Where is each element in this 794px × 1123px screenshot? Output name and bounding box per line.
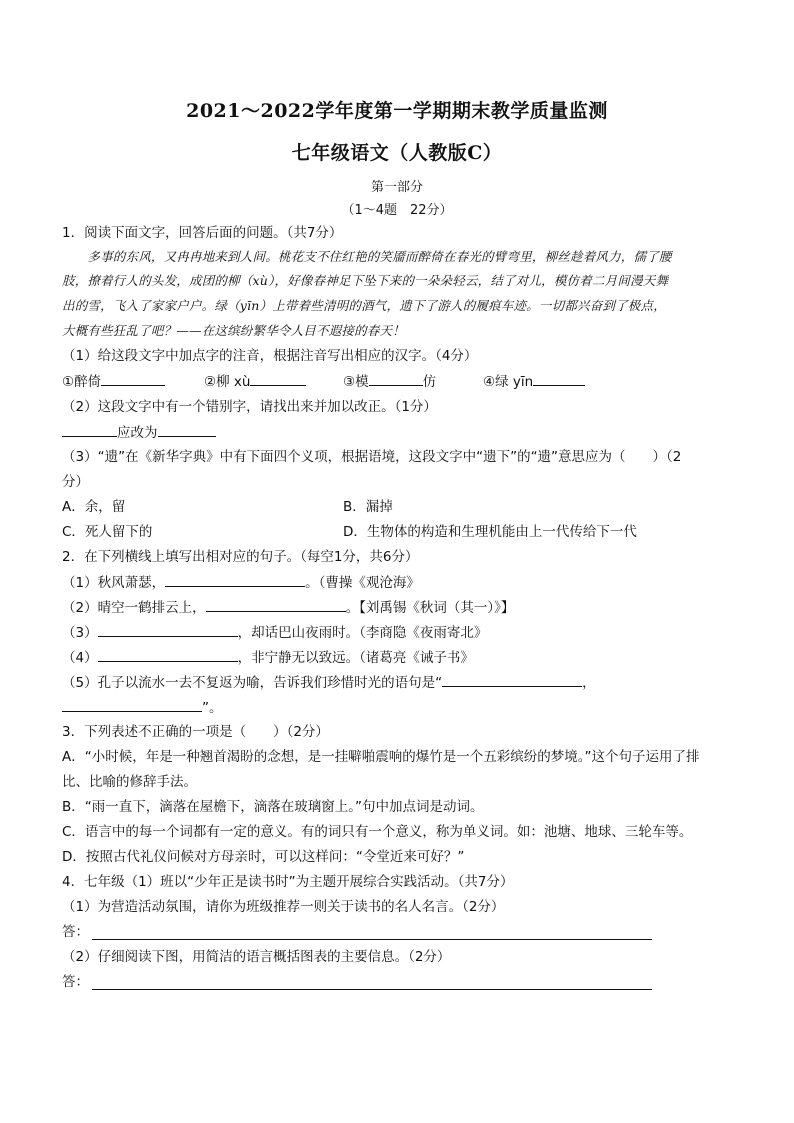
sub1-item-label: ④绿 yīn <box>483 374 534 390</box>
q2-item-5 <box>62 673 596 692</box>
answer-blank[interactable] <box>250 372 306 386</box>
q2-item-text: ，非宁静无以致远。（诸葛亮《诫子书》 <box>237 650 474 666</box>
q2-item-text: 。【刘禹锡《秋词（其一）》】 <box>345 600 515 616</box>
q4-sub1: （1）为营造活动氛围，请你为班级推荐一则关于读书的名人名言。（2分） <box>62 899 505 915</box>
answer-blank[interactable] <box>98 648 238 662</box>
q2-stem: 2．在下列横线上填写出相对应的句子。（每空1分，共6分） <box>62 549 419 565</box>
option-a[interactable]: A．余，留 <box>62 499 126 515</box>
question-range: （1～4题 22分） <box>341 203 453 218</box>
q3-option-a[interactable]: A．“小时候，年是一种翘首渴盼的念想，是一挂噼啪震响的爆竹是一个五彩缤纷的梦境。”这个句子运用了排 <box>62 749 700 765</box>
sub1-item-label: ①醉倚 <box>62 374 102 390</box>
q2-item-3 <box>62 623 487 642</box>
q2-item-text: （1）秋风萧瑟， <box>62 575 166 591</box>
q1-sub3-cont: 分） <box>62 474 89 490</box>
answer-blank[interactable] <box>369 372 423 386</box>
sub1-item-1 <box>62 372 165 391</box>
answer-label: 答： <box>62 974 89 990</box>
answer-blank[interactable] <box>533 372 585 386</box>
part-heading: 第一部分 <box>370 180 423 195</box>
sub1-item-4 <box>483 372 585 391</box>
q3-option-a-cont: 比、比喻的修辞手法。 <box>62 774 197 790</box>
q4-sub2: （2）仔细阅读下图，用简洁的语言概括图表的主要信息。（2分） <box>62 949 451 965</box>
q2-item-5-cont <box>62 698 223 717</box>
answer-blank[interactable] <box>101 372 165 386</box>
q3-stem: 3．下列表述不正确的一项是（ ）（2分） <box>62 724 329 740</box>
q1-sub3: （3）“遗”在《新华字典》中有下面四个义项，根据语境，这段文字中“遗下”的“遗”意思应为（ ）（2 <box>62 449 682 465</box>
exam-title: 2021～2022学年度第一学期期末教学质量监测 <box>186 100 608 122</box>
q1-stem: 1．阅读下面文字，回答后面的问题。（共7分） <box>62 225 343 241</box>
q2-item-text: ”。 <box>202 700 223 716</box>
q3-option-d[interactable]: D．按照古代礼仪问候对方母亲时，可以这样问：“令堂近来可好？” <box>62 849 465 865</box>
q2-item-text: （3） <box>62 625 98 641</box>
exam-subtitle: 七年级语文（人教版C） <box>291 142 503 164</box>
answer-line[interactable] <box>92 988 652 990</box>
q2-item-text: ，却话巴山夜雨时。（李商隐《夜雨寄北》 <box>237 625 488 641</box>
q4-stem: 4．七年级（1）班以“少年正是读书时”为主题开展综合实践活动。（共7分） <box>62 874 514 890</box>
q2-item-text: ， <box>582 675 596 691</box>
option-b[interactable]: B．漏掉 <box>343 499 393 515</box>
passage-line: 肢，撩着行人的头发，成团的柳（xù），好像春神足下坠下来的一朵朵轻云，结了对儿，模仿着二月间漫天舞 <box>62 273 669 288</box>
answer-blank[interactable] <box>62 423 117 437</box>
sub1-item-label: 仿 <box>422 374 437 390</box>
sub1-item-label: ③模 <box>343 374 369 390</box>
q1-sub1: （1）给这段文字中加点字的注音，根据注音写出相应的汉字。（4分） <box>62 348 478 364</box>
q2-item-text: （4） <box>62 650 98 666</box>
answer-blank[interactable] <box>158 423 216 437</box>
answer-line[interactable] <box>92 938 652 940</box>
sub1-item-3 <box>343 372 436 391</box>
q2-item-text: （2）晴空一鹤排云上， <box>62 600 206 616</box>
q2-item-4 <box>62 648 474 667</box>
answer-blank[interactable] <box>165 573 305 587</box>
sub1-item-2 <box>204 372 306 391</box>
q2-item-1 <box>62 573 420 592</box>
option-d[interactable]: D．生物体的构造和生理机能由上一代传给下一代 <box>343 524 637 540</box>
q2-item-text: （5）孔子以流水一去不复返为喻，告诉我们珍惜时光的语句是“ <box>62 675 443 691</box>
answer-blank[interactable] <box>98 623 238 637</box>
option-c[interactable]: C．死人留下的 <box>62 524 153 540</box>
sub2-answer-label: 应改为 <box>117 425 158 441</box>
q3-option-c[interactable]: C．语言中的每一个词都有一定的意义。有的词只有一个意义，称为单义词。如：池塘、地球、三轮车等。 <box>62 824 693 840</box>
q2-item-text: 。（曹操《观沧海》 <box>305 575 420 591</box>
answer-label: 答： <box>62 924 89 940</box>
answer-blank[interactable] <box>442 673 582 687</box>
q3-option-b[interactable]: B．“雨一直下，滴落在屋檐下，滴落在玻璃窗上。”句中加点词是动词。 <box>62 799 484 815</box>
q2-item-2 <box>62 598 514 617</box>
q1-sub2: （2）这段文字中有一个错别字，请找出来并加以改正。（1分） <box>62 399 437 415</box>
passage-line: 出的雪，飞入了家家户户。绿（yīn）上带着些清明的酒气，遗下了游人的履痕车迹。一切都兴奋到了极点， <box>62 298 666 313</box>
sub2-answer-row <box>62 423 216 442</box>
answer-blank[interactable] <box>62 698 202 712</box>
passage-line: 多事的东风，又冉冉地来到人间。桃花支不住红艳的笑靥而醉倚在春光的臂弯里，柳丝趁着风力，儒了腰 <box>62 249 672 264</box>
passage-line: 大概有些狂乱了吧？——在这缤纷繁华令人目不遐接的春天！ <box>62 323 405 338</box>
answer-blank[interactable] <box>206 598 346 612</box>
sub1-item-label: ②柳 xù <box>204 374 251 390</box>
